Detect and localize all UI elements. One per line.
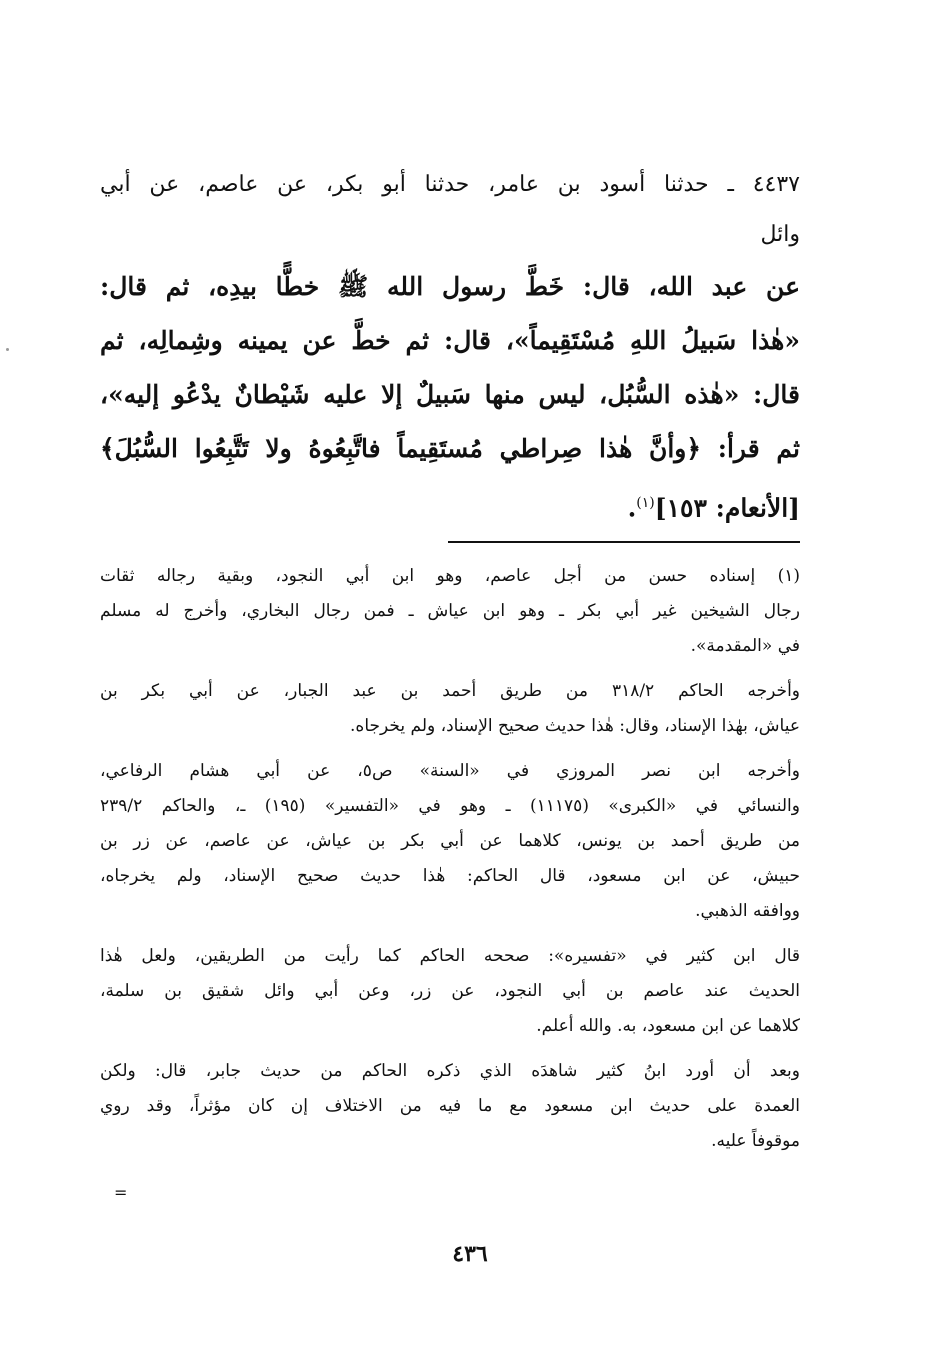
hadith-matn [100, 260, 800, 530]
footnote-paragraph [100, 1054, 800, 1159]
footnote-line: (١) إسناده حسن من أجل عاصم، وهو ابن أبي النجود، وبقية رجاله ثقات [100, 566, 800, 586]
margin-dot [6, 348, 9, 351]
footnote-reference: (١) [636, 495, 655, 511]
continuation-mark: = [114, 1183, 128, 1202]
footnote-line: موقوفاً عليه. [711, 1131, 800, 1151]
footnote-line: العمدة على حديث ابن مسعود مع ما فيه من الاختلاف إن كان مؤثراً، وقد روي [100, 1096, 800, 1116]
isnad-line: وائل [760, 222, 800, 247]
footnote-line: من طريق أحمد بن يونس، كلاهما عن أبي بكر بن عياش، عن عاصم، عن زر بن [100, 831, 800, 851]
footnote-line: عياش، بهٰذا الإسناد، وقال: هٰذا حديث صحيح الإسناد، ولم يخرجاه. [350, 716, 800, 736]
footnote-line: وبعد أن أورد ابنُ كثير شاهدَه الذي ذكره الحاكم من حديث جابر، قال: ولكن [100, 1061, 800, 1081]
footnote-separator [448, 541, 800, 543]
matn-line: عن عبد الله، قال: خَطَّ رسول الله ﷺ خطًّا بيدِه، ثم قال: [100, 272, 800, 301]
page-number: ٤٣٦ [452, 1241, 488, 1267]
isnad-line: ٤٤٣٧ ـ حدثنا أسود بن عامر، حدثنا أبو بكر، عن عاصم، عن أبي [100, 172, 800, 197]
footnote-paragraph [100, 939, 800, 1044]
footnote-line: رجال الشيخين غير أبي بكر ـ وهو ابن عياش ـ فمن رجال البخاري، وأخرج له مسلم [100, 601, 800, 621]
footnotes [100, 559, 800, 1159]
footnote-line: قال ابن كثير في «تفسيره»: صححه الحاكم كما رأيت من الطريقين، ولعل هٰذا [100, 946, 800, 966]
footnote-line: كلاهما عن ابن مسعود، به. والله أعلم. [536, 1016, 800, 1036]
footnote-line: وأخرجه الحاكم ٣١٨/٢ من طريق أحمد بن عبد الجبار، عن أبي بكر بن [100, 681, 800, 701]
footnote-line: حبيش، عن ابن مسعود، قال الحاكم: هٰذا حديث صحيح الإسناد، ولم يخرجاه، [100, 866, 800, 886]
matn-line: «هٰذا سَبيلُ اللهِ مُسْتَقِيماً»، قال: ثم خطَّ عن يمينه وشِمالِه، ثم [100, 326, 800, 355]
hadith-isnad [100, 160, 800, 260]
footnote-line: وأخرجه ابن نصر المروزي في «السنة» ص٥، عن أبي هشام الرفاعي، [100, 761, 800, 781]
footnote-line: في «المقدمة». [690, 636, 800, 656]
footnote-line: والنسائي في «الكبرى» (١١١٧٥) ـ وهو في «التفسير» (١٩٥) ـ، والحاكم ٢٣٩/٢ [100, 796, 800, 816]
matn-line: قال: «هٰذه السُّبُل، ليس منها سَبيلٌ إلا عليه شَيْطانٌ يدْعُو إليه»، [100, 380, 800, 409]
footnote-line: ووافقه الذهبي. [695, 901, 800, 921]
matn-line: ثم قرأ: ﴿وأنَّ هٰذا صِراطي مُستَقِيماً فاتَّبِعُوهُ ولا تَتَّبِعُوا السُّبُلَ﴾ [100, 434, 800, 463]
matn-last-line [100, 476, 800, 530]
footnote-paragraph [100, 754, 800, 929]
footnote-line: الحديث عند عاصم بن أبي النجود، عن زر، وعن أبي وائل شقيق بن سلمة، [100, 981, 800, 1001]
surah-reference: [الأنعام: ١٥٣] [654, 493, 800, 523]
footnote-paragraph [100, 674, 800, 744]
final-period: . [627, 493, 637, 523]
footnote-paragraph [100, 559, 800, 664]
